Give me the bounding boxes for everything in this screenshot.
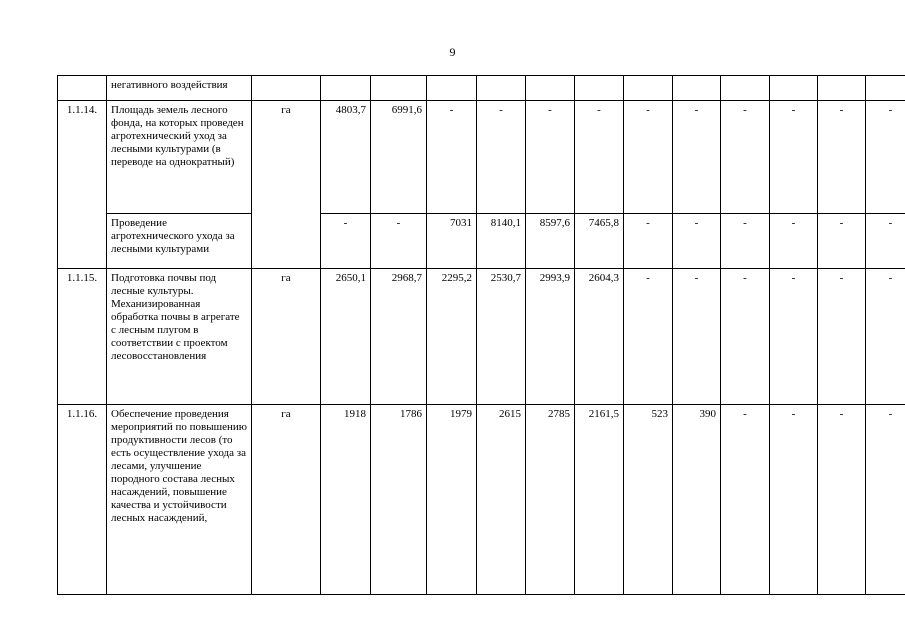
value-cell: 2295,2 [427,269,477,405]
value-cell: - [575,101,624,214]
indicator-name-cell: Проведение агротехнического ухода за лесными культурами [107,214,252,269]
value-cell: 2968,7 [371,269,427,405]
value-cell: - [866,269,905,405]
value-cell: - [624,214,673,269]
value-cell [427,76,477,101]
unit-cell: га [252,101,321,269]
item-number-cell [58,76,107,101]
table-row [58,101,905,214]
item-number-cell: 1.1.14. [58,101,107,269]
item-number-cell: 1.1.16. [58,405,107,595]
value-cell: 2650,1 [321,269,371,405]
value-cell [371,76,427,101]
value-cell: - [624,269,673,405]
unit-cell: га [252,269,321,405]
value-cell: 2530,7 [477,269,526,405]
value-cell: 1979 [427,405,477,595]
value-cell: - [818,214,866,269]
value-cell: 8140,1 [477,214,526,269]
value-cell: 2604,3 [575,269,624,405]
value-cell: - [673,101,721,214]
indicator-name-cell: Подготовка почвы под лесные культуры. Механизированная обработка почвы в агрегате с лесным плугом в соответствии с проектом лесовосстановления [107,269,252,405]
value-cell [770,76,818,101]
indicator-name-cell: Обеспечение проведения мероприятий по повышению продуктивности лесов (то есть осуществление ухода за лесами, улучшение породного состава лесных насаждений, повышение качества и устойчивости лесных насаждений, [107,405,252,595]
indicator-name-cell: Площадь земель лесного фонда, на которых проведен агротехнический уход за лесными культурами (в переводе на однократный) [107,101,252,214]
table-row [58,405,905,595]
value-cell: 2993,9 [526,269,575,405]
value-cell [575,76,624,101]
value-cell: 6991,6 [371,101,427,214]
unit-cell: га [252,405,321,595]
value-cell: 2785 [526,405,575,595]
value-cell: 1918 [321,405,371,595]
value-cell: 2161,5 [575,405,624,595]
value-cell: - [673,214,721,269]
value-cell: 4803,7 [321,101,371,214]
table-row [58,214,905,269]
value-cell [721,76,770,101]
value-cell: - [721,101,770,214]
value-cell: 390 [673,405,721,595]
value-cell: - [371,214,427,269]
value-cell: 7031 [427,214,477,269]
value-cell: 8597,6 [526,214,575,269]
page-number: 9 [449,45,456,59]
value-cell [673,76,721,101]
value-cell: - [770,269,818,405]
value-cell: - [770,214,818,269]
value-cell: - [770,405,818,595]
value-cell [818,76,866,101]
indicators-table [57,75,905,595]
value-cell: - [818,405,866,595]
value-cell: - [427,101,477,214]
value-cell: - [866,214,905,269]
indicator-name-cell: негативного воздействия [107,76,252,101]
value-cell [866,76,905,101]
value-cell: - [721,405,770,595]
value-cell: - [673,269,721,405]
value-cell: 523 [624,405,673,595]
value-cell [624,76,673,101]
value-cell: 7465,8 [575,214,624,269]
value-cell: - [770,101,818,214]
value-cell: - [477,101,526,214]
value-cell [526,76,575,101]
value-cell: - [526,101,575,214]
value-cell: - [818,101,866,214]
value-cell [321,76,371,101]
value-cell: 2615 [477,405,526,595]
value-cell: 1786 [371,405,427,595]
value-cell: - [721,214,770,269]
value-cell: - [624,101,673,214]
value-cell: - [866,101,905,214]
unit-cell [252,76,321,101]
value-cell: - [866,405,905,595]
value-cell: - [321,214,371,269]
table-row [58,269,905,405]
value-cell [477,76,526,101]
value-cell: - [721,269,770,405]
value-cell: - [818,269,866,405]
item-number-cell: 1.1.15. [58,269,107,405]
table-row [58,76,905,101]
